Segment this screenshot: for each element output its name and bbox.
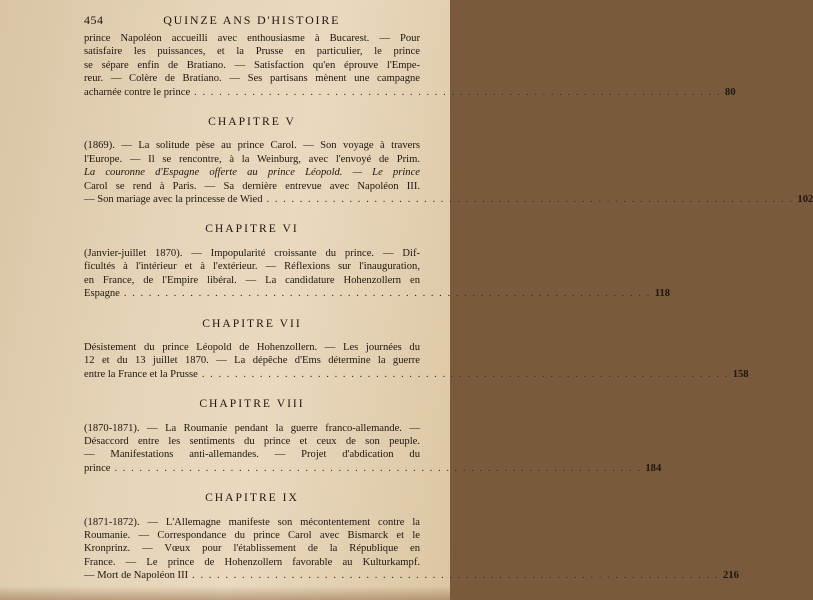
summary-line: en France, de l'Empire libéral. — La candidature Hohenzollern en: [84, 274, 420, 286]
summary-line: Kronprinz. — Vœux pour l'établissement de la République en: [84, 543, 420, 555]
summary-line: — Manifestations anti-allemandes. — Projet d'abdication du: [84, 449, 420, 461]
summary-line: Roumanie. — Correspondance du prince Carol avec Bismarck et le: [84, 529, 420, 541]
summary-last-line: [84, 368, 749, 381]
summary-last-line: [84, 462, 662, 475]
dot-leader: . . . . . . . . . . . . . . . . . . . . . . . . . . . . . . . . . . . . . . . . . . . . . . . . . . . . . . . . . . . . . . . .: [194, 86, 722, 98]
summary-last-line: [84, 287, 671, 300]
summary-line: se sépare enfin de Bratiano. — Satisfaction qu'en éprouve l'Empe-: [84, 59, 420, 71]
dot-leader: . . . . . . . . . . . . . . . . . . . . . . . . . . . . . . . . . . . . . . . . . . . . . . . . . . . . . . . . . . . . . . . .: [192, 570, 720, 582]
summary-line: France. — Le prince de Hohenzollern favorable au Kulturkampf.: [84, 556, 420, 568]
summary-line: ficultés à l'intérieur et à l'extérieur. — Réflexions sur l'inauguration,: [84, 261, 420, 273]
summary-line: (Janvier-juillet 1870). — Impopularité croissante du prince. — Dif-: [84, 247, 420, 259]
page-edge-shadow: [0, 586, 450, 600]
summary-line: Carol se rend à Paris. — Sa dernière entrevue avec Napoléon III.: [84, 180, 420, 192]
page-reference: 80: [725, 86, 736, 98]
summary-line: Désaccord entre les sentiments du prince et ceux de son peuple.: [84, 435, 420, 447]
summary-line: prince: [84, 462, 111, 474]
summary-line: satisfaire les puissances, et la Prusse en particulier, le prince: [84, 46, 420, 58]
summary-line: l'Europe. — Il se rencontre, à la Weinburg, avec l'envoyé de Prim.: [84, 153, 420, 165]
summary-line: reur. — Colère de Bratiano. — Ses partisans mènent une campagne: [84, 73, 420, 85]
dot-leader: . . . . . . . . . . . . . . . . . . . . . . . . . . . . . . . . . . . . . . . . . . . . . . . . . . . . . . . . . . . . . . . .: [266, 194, 794, 206]
page-reference: 216: [723, 570, 739, 582]
running-title: QUINZE ANS D'HISTOIRE: [163, 13, 341, 27]
summary-line: (1871-1872). — L'Allemagne manifeste son mécontentement contre la: [84, 516, 420, 528]
table-of-contents: [84, 0, 813, 583]
page-reference: 102: [797, 194, 813, 206]
page-number: 454: [84, 13, 104, 27]
summary-last-line: [84, 569, 739, 582]
intro-summary: [84, 32, 736, 99]
dot-leader: . . . . . . . . . . . . . . . . . . . . . . . . . . . . . . . . . . . . . . . . . . . . . . . . . . . . . . . . . . . . . . . .: [123, 288, 651, 300]
summary-line: entre la France et la Prusse: [84, 368, 198, 380]
chapter-summary: [84, 139, 813, 206]
summary-last-line: [84, 193, 813, 206]
summary-line: 12 et du 13 juillet 1870. — La dépêche d'Ems détermine la guerre: [84, 355, 420, 367]
page-reference: 118: [654, 288, 671, 300]
summary-line: — Mort de Napoléon III: [84, 570, 189, 582]
chapter-summary: [84, 341, 749, 381]
chapter-heading: CHAPITRE VI: [205, 222, 299, 236]
summary-line: acharnée contre le prince: [84, 86, 191, 98]
summary-line: (1870-1871). — La Roumanie pendant la guerre franco-allemande. —: [84, 422, 420, 434]
page-reference: 158: [732, 368, 749, 380]
chapter-summary: [84, 422, 662, 476]
chapter-summary: [84, 516, 739, 583]
summary-line: — Son mariage avec la princesse de Wied: [84, 194, 263, 206]
chapter-heading: CHAPITRE VIII: [199, 397, 305, 411]
summary-line: prince Napoléon accueilli avec enthousiasme à Bucarest. — Pour: [84, 33, 420, 44]
summary-last-line: [84, 86, 736, 99]
running-header: [84, 14, 420, 32]
chapter-heading: CHAPITRE V: [208, 115, 296, 129]
summary-line: Désistement du prince Léopold de Hohenzollern. — Les journées du: [84, 341, 420, 353]
chapter-heading: CHAPITRE IX: [205, 491, 299, 505]
summary-line: (1869). — La solitude pèse au prince Carol. — Son voyage à travers: [84, 140, 420, 152]
dot-leader: . . . . . . . . . . . . . . . . . . . . . . . . . . . . . . . . . . . . . . . . . . . . . . . . . . . . . . . . . . . . . . . .: [114, 462, 642, 474]
summary-line: Espagne: [84, 288, 120, 300]
page-reference: 184: [645, 462, 662, 474]
dot-leader: . . . . . . . . . . . . . . . . . . . . . . . . . . . . . . . . . . . . . . . . . . . . . . . . . . . . . . . . . . . . . . . .: [201, 368, 729, 380]
chapter-heading: CHAPITRE VII: [202, 316, 302, 330]
chapter-summary: [84, 247, 671, 301]
summary-line: La couronne d'Espagne offerte au prince Léopold. — Le prince: [84, 167, 420, 179]
